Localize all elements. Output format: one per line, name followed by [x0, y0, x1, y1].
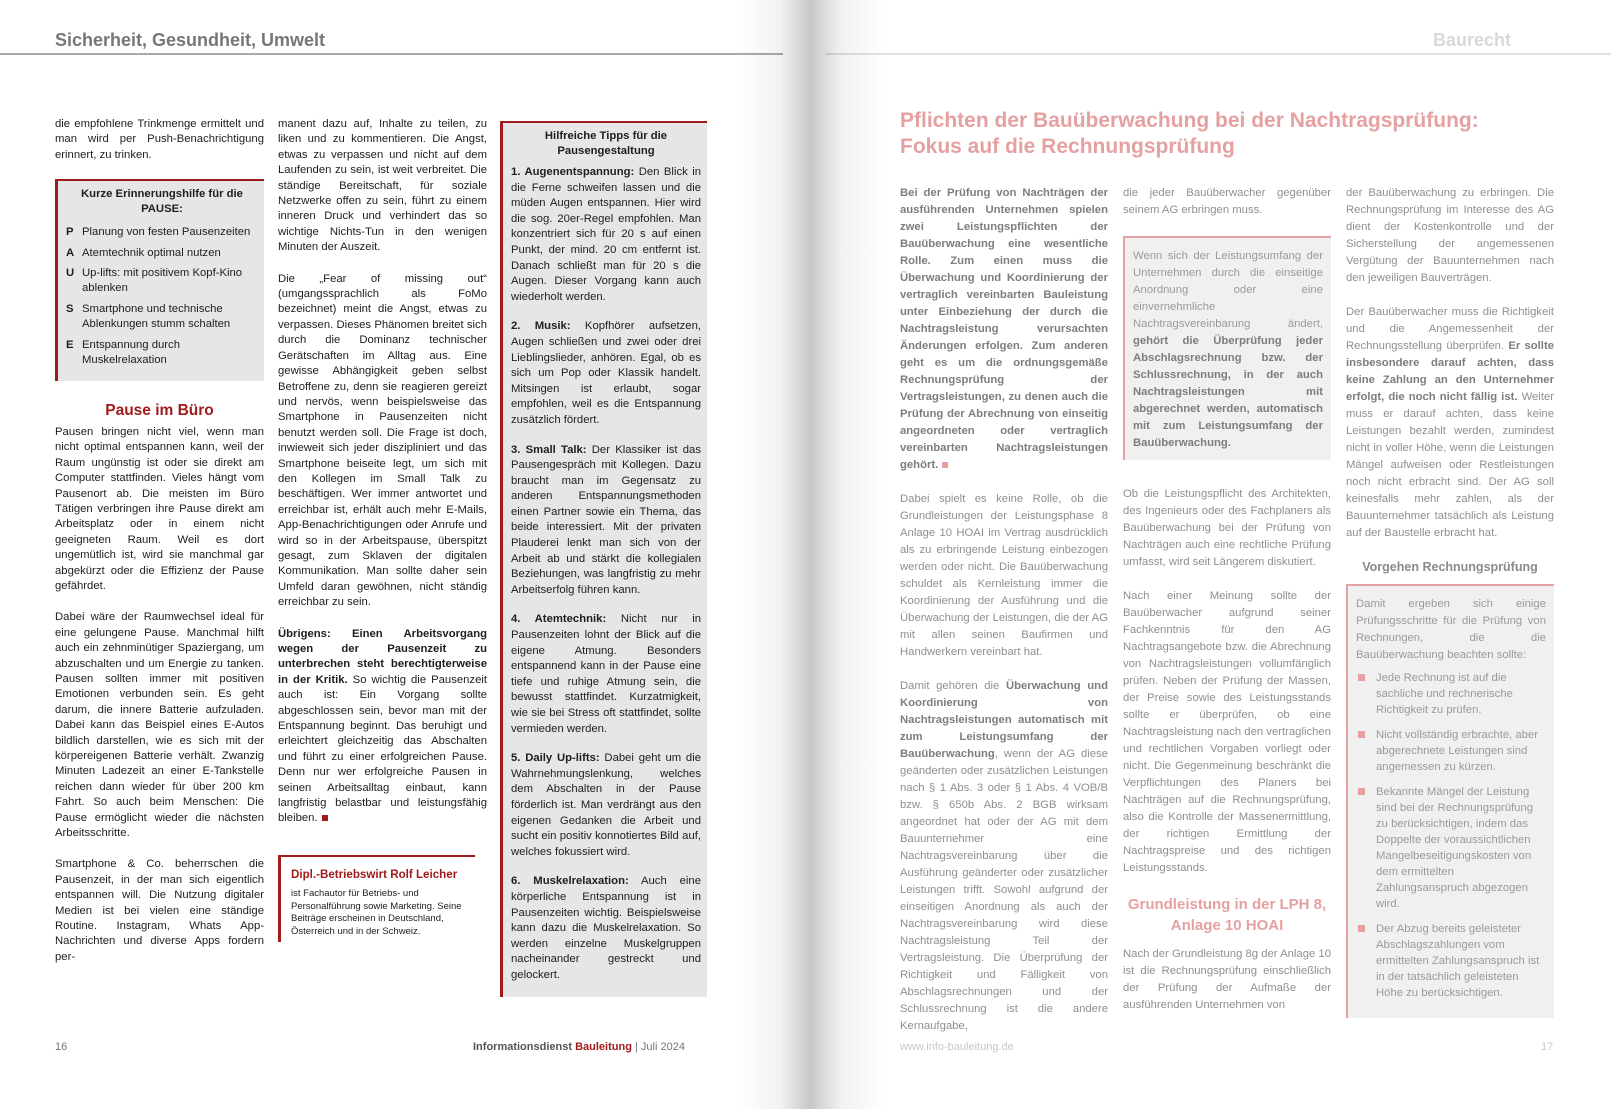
website-url: www.info-bauleitung.de [900, 1041, 1014, 1053]
article-title [900, 108, 1540, 160]
tip-text: Der Klassiker ist das Pausengespräch mit Kollegen. Dazu braucht man im Gegensatz zu anderen Entspannungsmethoden einen Partner sowie ein Thema, das beide interessiert. Mit der privaten Plauderei lenkt man sich von der Arbeit ab und stärkt die kollegialen Beziehungen, was langfristig zu mehr Arbeitserfolg führen kann. [511, 443, 701, 596]
reminder-text: Up-lifts: mit positivem Kopf-Kino ablenken [82, 267, 243, 295]
reminder-text: Smartphone und technische Ablenkungen stumm schalten [82, 302, 231, 331]
tip-label: 5. Daily Up-lifts: [511, 752, 600, 765]
paragraph-pre: Der Bauüberwacher muss die Richtigkeit und die Angemessenheit der Rechnungsstellung überprüfen. [1346, 306, 1554, 352]
paragraph-post: , wenn der AG diese geänderten oder zusätzlichen Leistungen nach § 1 Abs. 3 oder § 1 Abs. 4 VOB/B bzw. § 650b Abs. 2 BGB wirksam angeordnet hat oder der AG mit dem Bauunternehmer eine Nachtragsvereinbarung über die Ausführung geänderter oder zusätzlicher Leistungen trifft. Sowohl aufgrund der einseitigen Anordnung als auch der Nachtragsvereinbarung wird diese Nachtragsleistung Teil der Vertragsleistung. Die Überprüfung der Richtigkeit und Fälligkeit von Abschlagsrechnungen und der Schlussrechnung ist die andere Kernaufgabe, [900, 748, 1108, 1032]
tip-text: Nicht nur in Pausenzeiten lohnt der Blick auf die eigene Atmung. Besonders entspannend kann in der Pause eine tiefe und ruhige Atmung sein, die bewusst stattfindet. Kurzatmigkeit, wie sie bei Stress oft stattfindet, sollte vermieden werden. [511, 613, 702, 735]
paragraph: manent dazu auf, Inhalte zu teilen, zu liken und zu kommentieren. Die Angst, etwas zu verpassen und nicht auf dem Laufenden zu sein, ist weit verbreitet. Die ständige Bereitschaft, für soziale Netzwerke offen zu sein, führt zu einem inneren Druck und verhindert das so wichtige Nichts-Tun in den wenigen Minuten der Auszeit. [278, 118, 487, 254]
paragraph: Nach einer Meinung sollte der Bauüberwacher aufgrund seiner Fachkenntnis für den AG Nachtragsangebote bzw. die Abrechnung von Nachtragsleistungen vollumfänglich prüfen. Neben der Prüfung der Massen, der Preise sowie des Leistungsstands sollte er überprüfen, ob eine Nachtragsleistung nach den vertraglichen und rechtlichen Vorgaben vorliegt oder nicht. Die Gegenmeinung beschränkt die Verpflichtungen des Planers bei Nachträgen auf die Rechnungsprüfung, also die Kontrolle der Massenermittlung, der richtigen Ermittlung der Nachtragspreise und des richtigen Leistungsstands. [1123, 590, 1331, 874]
tip-label: 1. Augenentspannung: [511, 166, 635, 178]
paragraph [278, 627, 487, 827]
lead-text: Bei der Prüfung von Nachträgen der ausführenden Unternehmen spielen zwei Leistungspflichten der Bauüberwachung eine wesentliche Rolle. Zum einen muss die Überwachung und Koordinierung der vertraglich vereinbarten Bauleistung unter Einbeziehung der durch die Nachtragsleistung verursachten Änderungen erfolgen. Zum anderen geht es um die ordnungsgemäße Rechnungsprüfung der Vertragsleistungen, zu denen auch die Prüfung der Abrechnung von einseitig angeordneten oder vertraglich vereinbarten Nachtragsleistungen gehört. [900, 187, 1108, 471]
checklist-item-text: Jede Rechnung ist auf die sachliche und rechnerische Richtigkeit zu prüfen. [1376, 672, 1513, 716]
right-column-2 [1123, 185, 1331, 1031]
highlight-box [1123, 236, 1331, 460]
checklist-box [1346, 584, 1554, 1018]
paragraph: Die „Fear of missing out“ (umgangssprachlich als FoMo bezeichnet) meint die Angst, etwas zu verpassen. Dieses Phänomen breitet sich durch die Dominanz technischer Gerätschaften im Alltag aus. Eine gewisse Abhängigkeit geben selbst Betroffene zu, denn sie reagieren gereizt und nervös, wenn beispielsweise das Smartphone in Pausenzeiten nicht benutzt werden soll. Die Frage ist doch, inwieweit sich jeder diszipliniert und das Smartphone beiseite legt, um sich mit den Kollegen im Small Talk zu beschäftigen. Wer immer antwortet und erreichbar ist, erhält auch mehr E-Mails, App-Benachrichtigungen oder Anrufe und wird so in der Arbeitspause, überspitzt gesagt, zum Sklaven der digitalen Kommunikation. Man sollte daher sein Umfeld daran gewöhnen, nicht ständig erreichbar zu sein. [278, 272, 487, 609]
paragraph-pre: Damit gehören die [900, 680, 1006, 692]
paragraph: Smartphone & Co. beherrschen die Pausenzeit, in der man sich eigentlich entspannen will. Die Nutzung digitaler Medien ist bei vielen eine ständige Routine. Instagram, Whats App-Nachrichten und diverse Apps fordern per- [55, 858, 264, 963]
bold-lead: Übrigens: Einen Arbeitsvorgang wegen der Pausenzeit zu unterbrechen steht berechtigterweise in der Kritik. [278, 627, 487, 686]
paragraph: Dabei wäre der Raumwechsel ideal für eine gelungene Pause. Manchmal hilft auch ein zehnminütiger Spaziergang, um abzuschalten und um Energie zu tanken. Pausen sollten immer mit positiven Emotionen verbunden sein. Es geht darum, die innere Batterie aufzuladen. Dabei kann das Beispiel eines E-Autos bildlich darstellen, wie es sich mit der körpereigenen Batterie verhält. Zwanzig Minuten Ladezeit an einer E-Tankstelle reichen dann wieder für über 200 km Fahrt. So auch beim Menschen: Die Pause ermöglicht wieder die nächsten Arbeitsschritte. [55, 611, 264, 840]
checklist-item-text: Nicht vollständig erbrachte, aber abgerechnete Leistungen sind angemessen zu kürzen. [1376, 729, 1539, 773]
reminder-letter: S [66, 302, 74, 315]
page-number-left: 16 [55, 1041, 68, 1053]
paragraph: Pausen bringen nicht viel, wenn man nicht optimal entspannen kann, weil der Raum ungünstig ist oder sie direkt am Computer stattfinden. Vieles hängt vom Pausenort ab. Die meisten im Büro Tätigen verbringen ihre Pause direkt am Arbeitsplatz oder in einem nicht geeigneten Raum. Weil es dort ungemütlich ist, wird sie manchmal gar abgekürzt oder die Effizienz der Pause gefährdet. [55, 425, 264, 592]
page-number-right: 17 [1541, 1041, 1554, 1053]
reminder-box-title: Kurze Erinnerungshilfe für die PAUSE: [81, 188, 243, 216]
article-title-line-2: Fokus auf die Rechnungsprüfung [900, 135, 1235, 158]
tip-text: Den Blick in die Ferne schweifen lassen und die müden Augen entspannen. Hier wird die sog. 20er-Regel empfohlen. Man konzentriert sich für 20 s auf einen Punkt, der mind. 20 cm entfernt ist. Danach schließt man für 20 s die Augen. Dieser Vorgang kann auch wiederholt werden. [511, 166, 701, 303]
paragraph: Ob die Leistungspflicht des Architekten, des Ingenieurs oder des Fachplaners als Bauüberwachung bei der Prüfung von Nachträgen auch eine rechtliche Prüfung umfasst, wird seit Längerem diskutiert. [1123, 488, 1331, 568]
paragraph-post: Weiter muss er darauf achten, dass keine Leistungen bezahlt werden, zumindest nicht in voller Höhe, wenn die Leistungen Mängel aufweisen oder Restleistungen noch nicht erbracht sind. Der AG soll keinesfalls mehr zahlen, als der Bauunternehmer tatsächlich als Leistung auf der Baustelle erbracht hat. [1346, 391, 1555, 539]
head-rule-right [826, 53, 1611, 55]
bullet-square-icon [1358, 788, 1365, 795]
left-column-1 [55, 117, 264, 981]
right-page [790, 0, 1611, 1109]
lead-paragraph [900, 185, 1108, 474]
paragraph-bold: Er sollte insbesondere darauf achten, dass keine Zahlung an den Unternehmer erfolgt, die noch nicht fällig ist. [1346, 340, 1554, 403]
highlight-box-text: Wenn sich der Leistungsumfang der Unternehmen durch die einseitige Anordnung oder eine einvernehmliche Nachtragsvereinbarung ändert, [1133, 250, 1323, 330]
reminder-text: Entspannung durch Muskelrelaxation [82, 338, 180, 367]
bullet-square-icon [1358, 731, 1365, 738]
tips-box [500, 121, 707, 997]
reminder-letter: P [66, 226, 74, 239]
paragraph: die empfohlene Trinkmenge ermittelt und man wird per Push-Benachrichtigung erinnert, zu trinken. [55, 118, 264, 161]
paragraph: die jeder Bauüberwacher gegenüber seinem AG erbringen muss. [1123, 187, 1331, 216]
paragraph [1346, 304, 1554, 542]
tip-item [511, 319, 701, 428]
subheading: Vorgehen Rechnungsprüfung [1362, 560, 1538, 574]
running-head-left: Sicherheit, Gesundheit, Umwelt [55, 30, 326, 50]
publication-footer [473, 1041, 685, 1053]
reminder-item [66, 225, 258, 240]
publication-prefix: Informationsdienst [473, 1041, 573, 1053]
tip-text: Kopfhörer aufsetzen, Augen schließen und zwei oder drei Lieblingslieder, anhören. Egal, ob es sich um Pop oder Klassik handelt. Mitsingen ist erlaubt, sogar empfohlen, weil es die Entspannung zusätzlich fördert. [511, 320, 702, 426]
subheading: Grundleistung in der LPH 8, Anlage 10 HOAI [1127, 896, 1327, 934]
reminder-letter: A [66, 246, 75, 259]
left-column-2 [278, 117, 487, 942]
bullet-square-icon [1358, 925, 1365, 932]
reminder-item [66, 338, 258, 369]
publication-brand: Bauleitung [575, 1041, 632, 1053]
end-mark-icon [322, 815, 328, 821]
tip-label: 2. Musik: [511, 320, 571, 333]
checklist-item [1356, 784, 1546, 912]
author-box [278, 855, 475, 942]
tip-item [511, 612, 701, 737]
reminder-item [66, 266, 258, 297]
checklist-item [1356, 727, 1546, 775]
subheading: Pause im Büro [105, 402, 214, 420]
paragraph: Dabei spielt es keine Rolle, ob die Grundleistungen der Leistungsphase 8 Anlage 10 HOAI im Vertrag ausdrücklich als zu erbringende Leistung einbezogen werden oder nicht. Die Bauüberwachung schuldet als Kernleistung immer die Koordinierung der Ausführung und die Überwachung der Leistungen, die der AG mit allen seinen Baufirmen und Handwerkern vereinbart hat. [900, 493, 1108, 658]
tip-label: 4. Atemtechnik: [511, 613, 607, 626]
author-description: ist Fachautor für Betriebs- und Personalführung sowie Marketing. Seine Beiträge erscheinen in Deutschland, Österreich und in der Schweiz. [291, 888, 462, 937]
checklist-item-text: Der Abzug bereits geleisteter Abschlagszahlungen vom ermittelten Zahlungsanspruch ist in der tatsächlich geleisteten Höhe zu berücksichtigen. [1376, 923, 1540, 999]
checklist-intro: Damit ergeben sich einige Prüfungsschritte für die Prüfung von Rechnungen, die die Bauüberwachung beachten sollte: [1356, 598, 1546, 661]
paragraph-rest: So wichtig die Pausenzeit auch ist: Ein Vorgang sollte abgeschlossen sein, bevor man mit der Entspannung beginnt. Das beruhigt und erleichtert gleichzeitig das Abschalten und führt zu einer erfolgreichen Pause. Denn nur wer erfolgreiche Pausen in seinen Arbeitsalltag einbaut, kann langfristig belastbar und leistungsfähig bleiben. [278, 673, 487, 825]
right-column-3 [1346, 185, 1554, 1044]
author-name: Dipl.-Betriebswirt Rolf Leicher [291, 867, 458, 881]
paragraph-bold: Überwachung und Koordinierung von Nachtragsleistungen automatisch mit zum Leistungsumfang der Bauüberwachung [900, 680, 1108, 760]
left-page [0, 0, 790, 1109]
tip-item [511, 751, 701, 860]
reminder-item [66, 246, 258, 261]
checklist-item [1356, 670, 1546, 718]
paragraph: Nach der Grundleistung 8g der Anlage 10 ist die Rechnungsprüfung einschließlich der Prüfung der Aufmaße der ausführenden Unternehmen von [1123, 948, 1331, 1011]
bullet-square-icon [1358, 674, 1365, 681]
reminder-text: Atemtechnik optimal nutzen [82, 246, 221, 259]
end-mark-icon [942, 462, 948, 468]
reminder-item [66, 302, 258, 333]
tips-box-title: Hilfreiche Tipps für die Pausengestaltung [544, 130, 668, 157]
head-rule-left [0, 53, 783, 55]
paragraph [900, 678, 1108, 1035]
tip-label: 6. Muskelrelaxation: [511, 875, 629, 888]
issue-date: Juli 2024 [640, 1041, 685, 1053]
tip-label: 3. Small Talk: [511, 443, 587, 456]
article-title-line-1: Pflichten der Bauüberwachung bei der Nachtragsprüfung: [900, 109, 1479, 132]
tip-item [511, 165, 701, 305]
footer-separator: | [634, 1041, 638, 1053]
reminder-box [55, 179, 264, 381]
reminder-text: Planung von festen Pausenzeiten [82, 226, 251, 239]
checklist-item [1356, 921, 1546, 1001]
reminder-letter: U [66, 267, 75, 280]
tip-text: Auch eine körperliche Entspannung ist in Pausenzeiten wichtig. Beispielsweise kann dazu die Muskelrelaxation. So werden einzelne Muskelgruppen nacheinander gestreckt und gelockert. [511, 875, 701, 981]
checklist [1356, 670, 1546, 1001]
tip-item [511, 874, 701, 983]
tip-text: Dabei geht um die Wahrnehmungslenkung, welches dem Abschalten in der Pause förderlich ist. Man verdrängt aus den eigenen Gedanken die Arbeit und sucht ein positiv konnotiertes Bild auf, welches fokussiert wird. [511, 752, 701, 858]
tip-item [511, 443, 701, 599]
reminder-letter: E [66, 338, 74, 351]
paragraph: der Bauüberwachung zu erbringen. Die Rechnungsprüfung im Interesse des AG dient der Kostenkontrolle und der Sicherstellung der angemessenen Vergütung der Bauunternehmen nach den jeweiligen Bauverträgen. [1346, 187, 1554, 284]
running-head-right: Baurecht [1432, 30, 1511, 50]
highlight-box-bold: gehört die Überprüfung jeder Abschlagsrechnung bzw. der Schlussrechnung, in der auch Nachtragsleistungen mit abgerechnet werden, automatisch mit zum Leistungsumfang der Bauüberwachung. [1133, 335, 1323, 449]
checklist-item-text: Bekannte Mängel der Leistung sind bei der Rechnungsprüfung zu berücksichtigen, indem das Doppelte der voraussichtlichen Mangelbeseitigungskosten von dem ermittelten Zahlungsanspruch abgezogen wird. [1376, 786, 1534, 910]
right-column-1 [900, 185, 1108, 1052]
